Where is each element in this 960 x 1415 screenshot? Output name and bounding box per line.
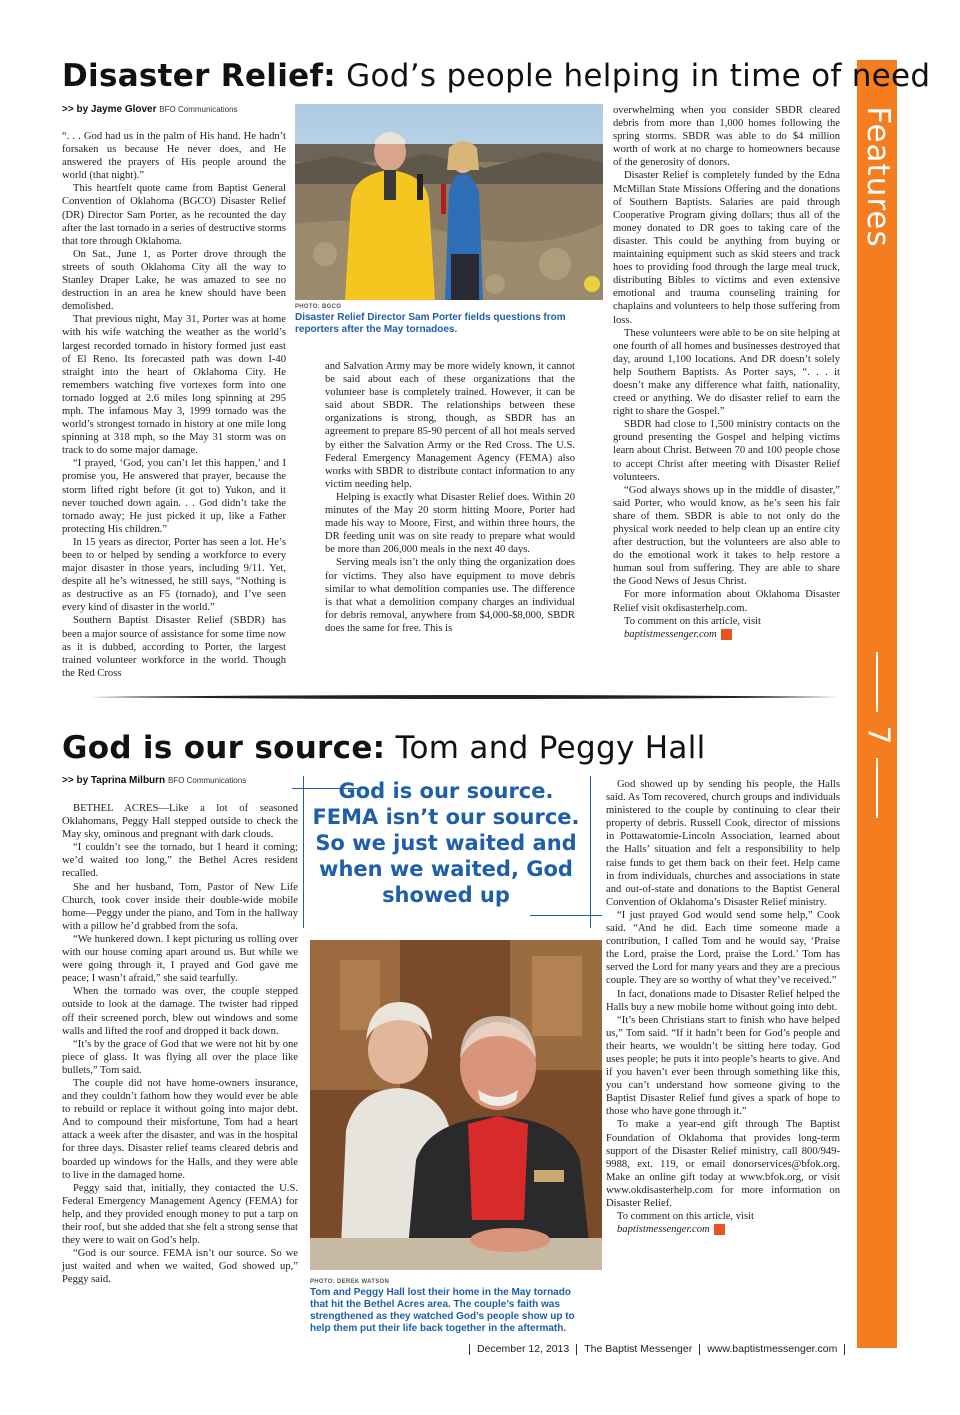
footer-date: December 12, 2013 <box>477 1343 570 1355</box>
messenger-logo-icon: m <box>721 629 732 640</box>
pullquote: God is our source. FEMA isn’t our source. So we just waited and when we waited, God showed up <box>312 779 580 907</box>
sidebar-rule-bottom <box>876 758 878 818</box>
pullquote-rule-left <box>303 776 304 928</box>
article2-headline: God is our source: Tom and Peggy Hall <box>62 730 706 766</box>
article1-column-2: and Salvation Army may be more widely known, it cannot be said about each of these organizations that the volunteer base is completely trained. However, it can be said about SBDR. The relationships between these organizations is strong, though, as SBDR has an agreement to prepare 85-90 percent of all hot meals served by either the Salvation Army or the Red Cross. The U.S. Federal Emergency Management Agency (FEMA) also works with SBDR to distribute contact information to any victim needing help. Helping is exactly what Disaster Relief does. Within 20 minutes of the May 20 storm hitting Moore, Porter had made his way to Moore, First, and within three hours, the DR feeding unit was on site ready to prepare what would be more than 206,000 meals in the next 40 days. Serving meals isn’t the only thing the organization does for victims. They also have equipment to move debris similar to what demolition companies use. The difference is that what a demolition company charges an individual for debris removal, anywhere from $4,000-$8,000, SBDR does the same for free. This is <box>325 361 575 634</box>
article1-byline: >> by Jayme Glover BFO Communications <box>62 104 238 115</box>
article1-caption: Disaster Relief Director Sam Porter fields questions from reporters after the May tornadoes. <box>295 312 566 335</box>
footer-publication: The Baptist Messenger <box>584 1343 693 1355</box>
sidebar-rule-top <box>876 652 878 712</box>
article1-comment-link[interactable]: baptistmessenger.com <box>624 628 717 640</box>
article1-photo-credit: PHOTO: BGCO <box>295 304 342 310</box>
article2-photo <box>310 940 602 1270</box>
pullquote-rule-right <box>590 776 591 928</box>
article1-headline: Disaster Relief: God’s people helping in time of need <box>62 58 931 94</box>
article2-byline: >> by Taprina Milburn BFO Communications <box>62 775 247 786</box>
article2-column-3: God showed up by sending his people, the Halls said. As Tom recovered, church groups and individuals ministered to the couple by continuing to clear their property of debris. Russell Cook, director of missions in Pottawatomie-Lincoln Association, learned about the Halls’ situation and felt a responsibility to help raise funds to get them back on their feet. Help came in from individuals, churches and associations in state and out-of-state and donations to the Baptist General Convention of Oklahoma’s Disaster Relief ministry. “I just prayed God would send some help,” Cook said. “And he did. Each time someone made a contribution, I called Tom and he would say, ‘Praise the Lord, praise the Lord, praise the Lord.’ Tom has served the Lord for many years and they are a precious couple. They are so worthy of what they’ve received.” In fact, donations made to Disaster Relief helped the Halls buy a new mobile home without going into debt. “It’s been Christians start to finish who have helped us,” Tom said. “If it hadn’t been for God’s people and their hearts, we wouldn’t be sitting here today. God uses people; he puts it into people’s hearts to give. And if you haven’t ever been through something like this, you can’t understand how someone giving to the Baptist Disaster Relief fund gives a spark of hope to those who have gone through it.” To make a year-end gift through The Baptist Foundation of Oklahoma that provides long-term support of the Disaster Relief ministry, call 800/949-9988, ext. 119, or email donorservices@bfok.org. Make an online gift today at www.bfok.org, or visit www.okdisasterhelp.com for more information on Disaster Relief. To comment on this article, visit baptistmessenger.com m <box>606 779 840 1236</box>
page-number: 7 <box>860 725 896 745</box>
article1-photo <box>295 104 603 300</box>
article1-column-1: “. . . God had us in the palm of His hand. He hadn’t forsaken us because He never does, and He answered the prayers of His people around the world (that night).” This heartfelt quote came from Baptist General Convention of Oklahoma (BGCO) Disaster Relief (DR) Director Sam Porter, as he recounted the day after the last tornado in a series of destructive storms that tore through Oklahoma. On Sat., June 1, as Porter drove through the streets of south Oklahoma City all the way to Stanley Draper Lake, he was amazed to see no destruction in an area he knew should have been demolished. That previous night, May 31, Porter was at home with his wife watching the weather as the world’s largest recorded tornado in history formed just east of El Reno. Its forecasted path was down I-40 straight into the heart of Oklahoma City. He remembers watching five vortexes form into one tornado logged at 2.6 miles long spinning at 295 mph. The infamous May 3, 1999 tornado was the world’s strongest tornado in history at one mile long spinning at 318 mph, so the May 31 storm was on track to do some major damage. “I prayed, ‘God, you can’t let this happen,’ and I promise you, He answered that prayer, because the storm lifted right before (it got to) Yukon, and it never touched down again. . . God didn’t take the tornado away; He just picked it up, like a Father protecting His children.” In 15 years as director, Porter has seen a lot. He’s been to or helped by sending a workforce to every major disaster in those years, including 9/11. Yet, despite all he’s witnessed, he still says, “Nothing is as destructive as an F5 (tornado), and I’ve seen every kind of disaster in the world.” Southern Baptist Disaster Relief (SBDR) has been a major source of assistance for some time now as it is dubbed, according to Porter, the largest trained volunteer workforce in the world. Though the Red Cross <box>62 131 286 679</box>
section-label: Features <box>860 106 896 248</box>
footer-website[interactable]: www.baptistmessenger.com <box>707 1343 838 1355</box>
article2-photo-credit: PHOTO: DEREK WATSON <box>310 1279 390 1285</box>
article2-column-1: BETHEL ACRES—Like a lot of seasoned Oklahomans, Peggy Hall stepped outside to check the May sky, ominous and pregnant with dark clouds. “I couldn’t see the tornado, but I heard it coming; we’d waited too long,” the Bethel Acres resident recalled. She and her husband, Tom, Pastor of New Life Church, took cover inside their double-wide mobile home—Peggy under the piano, and Tom in the hallway with a pillow he’d grabbed from the sofa. “We hunkered down. I kept picturing us rolling over with our house coming apart around us. But while we were going through it, I prayed and God gave me peace; I wasn’t afraid,” she said tearfully. When the tornado was over, the couple stepped outside to look at the damage. The twister had ripped off their screened porch, blew out windows and some walls and lifted the roof and dropped it back down. “It’s by the grace of God that we were not hit by one piece of glass. It was flying all over the place like bullets,” Tom said. The couple did not have home-owners insurance, and they couldn’t fathom how they would ever be able to rebuild or replace it without going into major debt. And to compound their misfortune, Tom had a heart attack a week after the disaster, and was in the hospital for three days. Disaster relief teams cleared debris and boarded up windows for the Halls, and they were able to live in the damaged home. Peggy said that, initially, they contacted the U.S. Federal Emergency Management Agency (FEMA) for help, and they provided enough money to put a tarp on their roof, but she added that she felt a strong sense that they were to wait on God’s help. “God is our source. FEMA isn’t our source. So we just waited and when we waited, God showed up,” Peggy said. <box>62 803 298 1286</box>
article-divider <box>90 694 840 700</box>
page-footer <box>462 1343 852 1355</box>
messenger-logo-icon: m <box>714 1224 725 1235</box>
pullquote-rule-bottom <box>530 915 602 916</box>
article2-caption: Tom and Peggy Hall lost their home in the May tornado that hit the Bethel Acres area. The couple’s faith was strengthened as they watched God’s people show up to help them put their life back together in the aftermath. <box>310 1287 575 1334</box>
article1-column-3: overwhelming when you consider SBDR cleared debris from more than 1,000 homes following the spring storms. SBDR was able to do $4 million worth of work at no charge to homeowners because of the generosity of donors. Disaster Relief is completely funded by the Edna McMillan State Missions Offering and the donations of Southern Baptists. Salaries are paid through Cooperative Program giving dollars; thus all of the money donated to DR goes to taking care of the disaster. This could be anything from buying or maintaining equipment such as skid steers and track hoes to providing food through the large meal truck, distributing Bibles to victims and even extensive emotional and trauma counseling training for chaplains and volunteers to help those suffering from loss. These volunteers were able to be on site helping at one fourth of all homes and businesses destroyed that day, around 1,100 locations. And DR doesn’t solely help Southern Baptists. As Porter says, “. . . it doesn’t make any difference what faith, nationality, creed or anything. We do disaster relief to earn the right to share the Gospel.” SBDR had close to 1,500 ministry contacts on the ground presenting the Gospel and helping victims learn about Christ. Between 70 and 100 people chose to accept Christ after meeting with Disaster Relief volunteers. “God always shows up in the middle of disaster,” said Porter, who would know, as he’s seen his fair share of them. SBDR is able to not only do the physical work needed to help clean up an entire city after destruction, but the volunteers are also able to do the emotional work it takes to help restore a human soul from suffering. They are able to share the Good News of Jesus Christ. For more information about Oklahoma Disaster Relief visit okdisasterhelp.com. To comment on this article, visit baptistmessenger.com m <box>613 105 840 640</box>
article2-comment-link[interactable]: baptistmessenger.com <box>617 1224 710 1236</box>
